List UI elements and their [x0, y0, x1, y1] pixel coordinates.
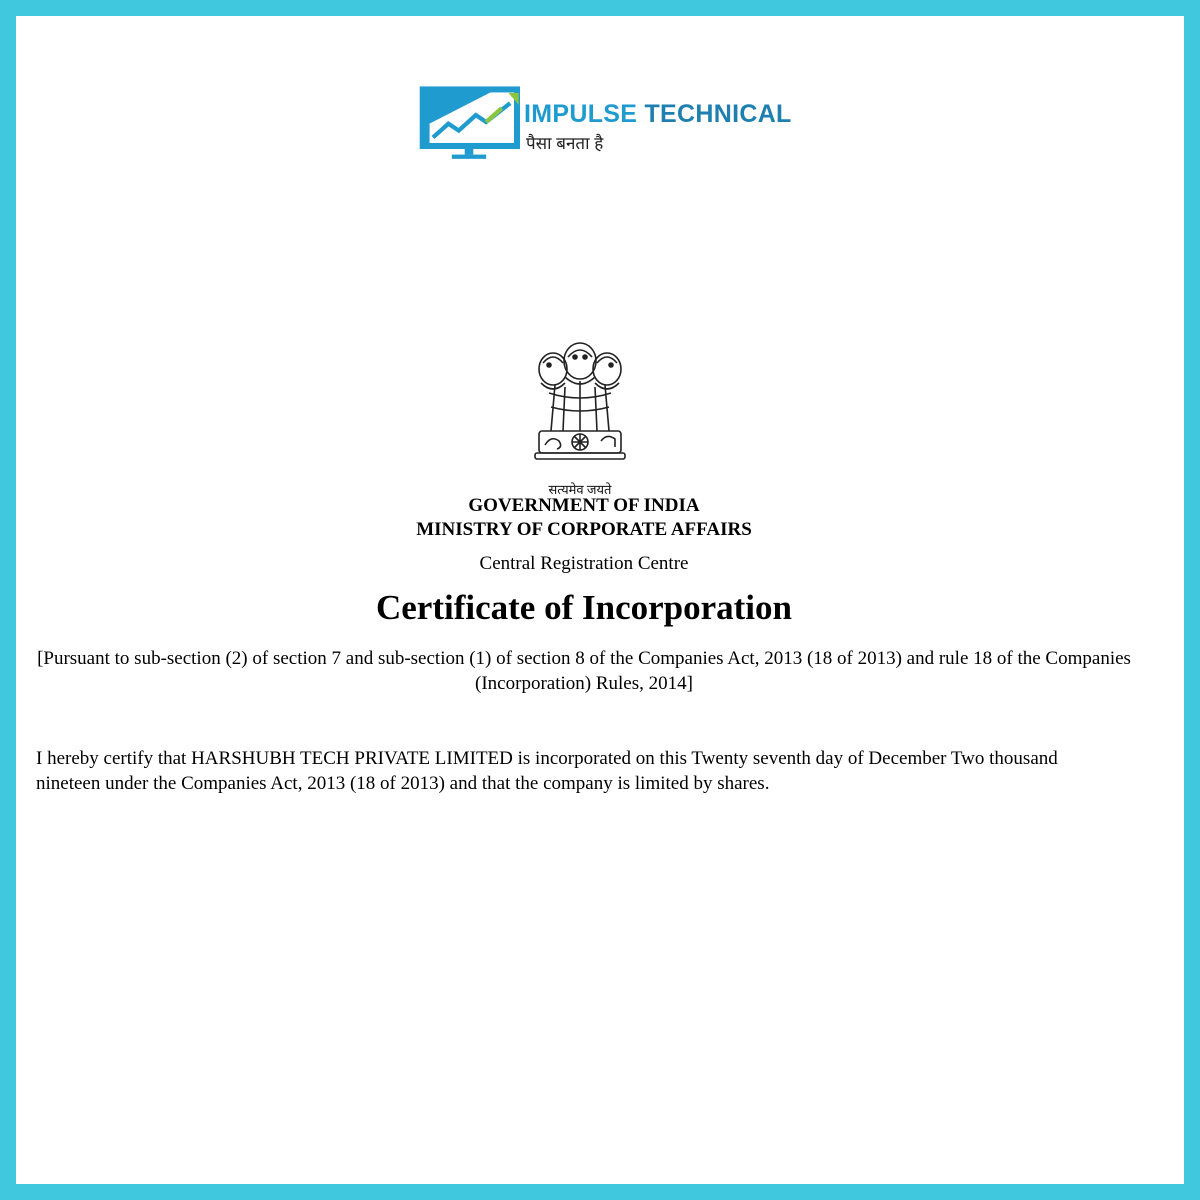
- certification-statement: I hereby certify that HARSHUBH TECH PRIVATE LIMITED is incorporated on this Twenty seventh day of December Two thousand nineteen under the Companies Act, 2013 (18 of 2013) and that the company is limited by shares.: [36, 748, 1058, 794]
- state-emblem-of-india-icon: [525, 333, 635, 478]
- emblem-motto: सत्यमेव जयते: [548, 482, 612, 497]
- registration-centre: Central Registration Centre: [479, 553, 689, 574]
- certificate-title: Certificate of Incorporation: [376, 588, 792, 627]
- government-heading: GOVERNMENT OF INDIA: [468, 495, 700, 516]
- pursuant-clause: [Pursuant to sub-section (2) of section 7 and sub-section (1) of section 8 of the Companies Act, 2013 (18 of 2013) and rule 18 of the Companies (Incorporation) Rules, 2014]: [37, 648, 1131, 694]
- brand-name: [524, 100, 792, 129]
- brand-tagline: पैसा बनता है: [526, 134, 604, 153]
- brand-name-part1: IMPULSE: [524, 100, 638, 128]
- ministry-heading: MINISTRY OF CORPORATE AFFAIRS: [416, 519, 752, 540]
- impulse-technical-logo-icon: [410, 86, 540, 176]
- brand-name-part2: TECHNICAL: [644, 100, 792, 128]
